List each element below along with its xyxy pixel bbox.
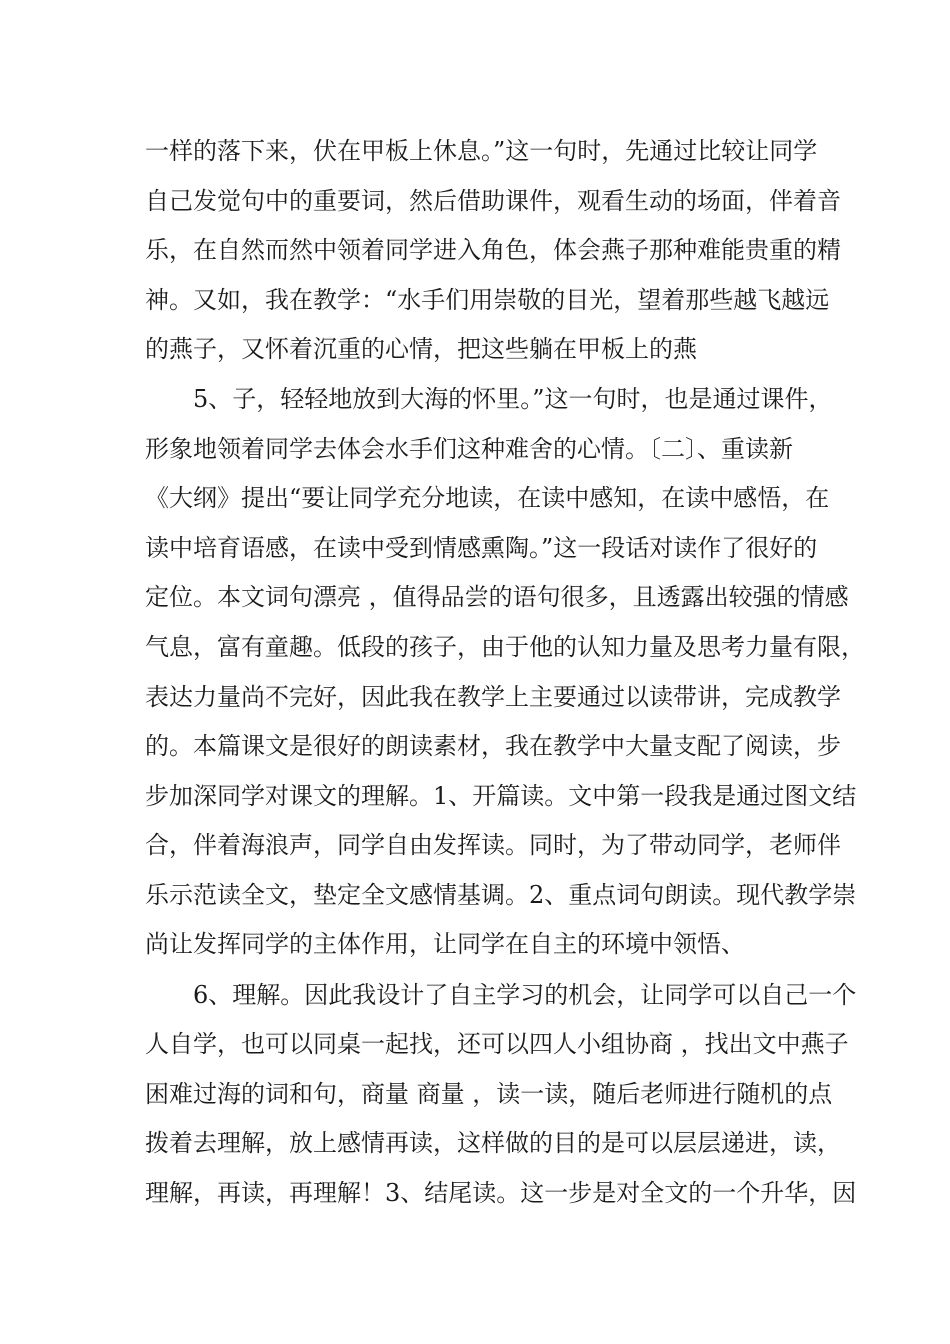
text-line: 人自学，也可以同桌一起找，还可以四人小组协商 ，找出文中燕子 <box>145 1030 849 1058</box>
text-line: 合，伴着海浪声，同学自由发挥读。同时，为了带动同学，老师伴 <box>145 831 841 859</box>
text-line: 形象地领着同学去体会水手们这种难舍的心情。〔二〕、重读新 <box>145 435 793 463</box>
text-line: 理解，再读，再理解！3、结尾读。这一步是对全文的一个升华，因 <box>145 1179 857 1207</box>
text-line: 乐，在自然而然中领着同学进入角色，体会燕子那种难能贵重的精 <box>145 236 841 264</box>
paragraph-start-line: 5、子，轻轻地放到大海的怀里。”这一句时，也是通过课件， <box>193 385 833 413</box>
text-line: 尚让发挥同学的主体作用，让同学在自主的环境中领悟、 <box>145 930 745 958</box>
text-line: 困难过海的词和句，商量 商量 ，读一读，随后老师进行随机的点 <box>145 1080 833 1108</box>
text-line: 步加深同学对课文的理解。1、开篇读。文中第一段我是通过图文结 <box>145 782 857 810</box>
text-line: 拨着去理解，放上感情再读，这样做的目的是可以层层递进，读， <box>145 1129 841 1157</box>
text-line: 神。又如，我在教学：“水手们用崇敬的目光，望着那些越飞越远 <box>145 286 830 314</box>
text-line: 乐示范读全文，垫定全文感情基调。2、重点词句朗读。现代教学崇 <box>145 881 857 909</box>
text-line: 读中培育语感，在读中受到情感熏陶。”这一段话对读作了很好的 <box>145 534 818 562</box>
text-line: 定位。本文词句漂亮 ，值得品尝的语句很多，且透露出较强的情感 <box>145 583 849 611</box>
text-line: 一样的落下来，伏在甲板上休息。”这一句时，先通过比较让同学 <box>145 137 818 165</box>
text-line: 表达力量尚不完好，因此我在教学上主要通过以读带讲，完成教学 <box>145 683 841 711</box>
text-line: 自己发觉句中的重要词，然后借助课件，观看生动的场面，伴着音 <box>145 187 841 215</box>
paragraph-start-line: 6、理解。因此我设计了自主学习的机会，让同学可以自己一个 <box>193 981 857 1009</box>
text-line: 的。本篇课文是很好的朗读素材，我在教学中大量支配了阅读，步 <box>145 732 841 760</box>
text-line: 《大纲》提出“要让同学充分地读，在读中感知，在读中感悟，在 <box>145 484 830 512</box>
text-line: 气息，富有童趣。低段的孩子，由于他的认知力量及思考力量有限， <box>145 633 865 661</box>
text-line: 的燕子，又怀着沉重的心情，把这些躺在甲板上的燕 <box>145 335 697 363</box>
